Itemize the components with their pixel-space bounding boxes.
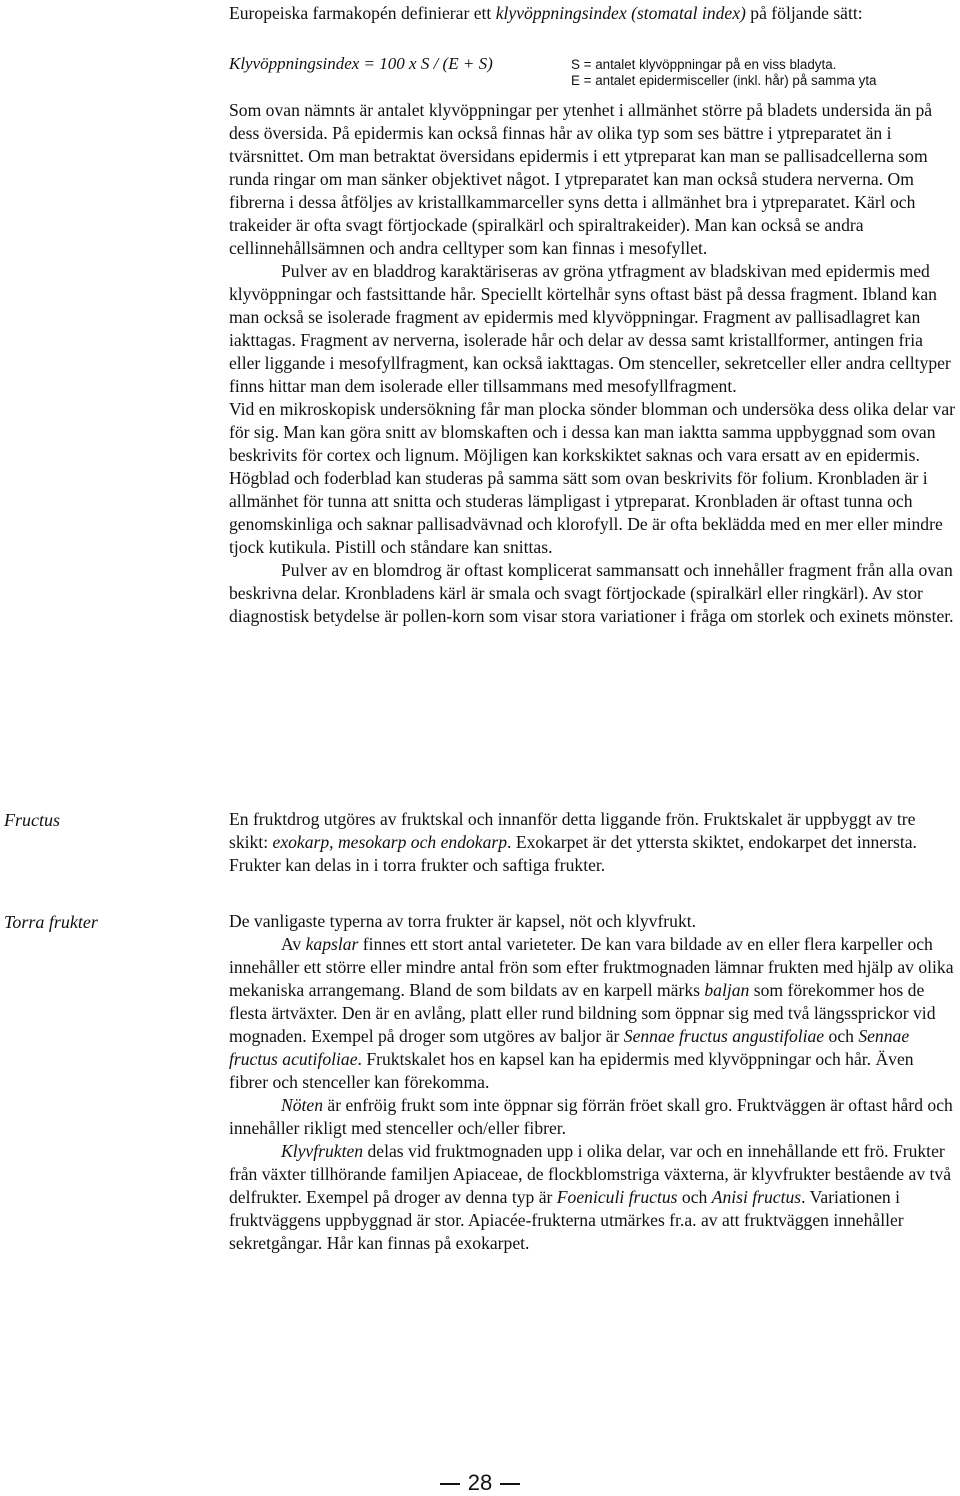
page-number: 28	[467, 1470, 493, 1495]
paragraph-fruit-types: De vanligaste typerna av torra frukter är kapsel, nöt och klyvfrukt.	[229, 911, 697, 931]
definition-e: E = antalet epidermisceller (inkl. hår) på samma yta	[571, 73, 877, 88]
index-formula: Klyvöppningsindex = 100 x S / (E + S)	[229, 54, 493, 73]
page-footer	[0, 1470, 960, 1496]
paragraph-flower-powder: Pulver av en blomdrog är oftast komplicerat sammansatt och innehåller fragment från alla ovan beskrivna delar. Kronbladens kärl är smala och svagt förtjockade (spiralkärl eller ringkärl). Av stor diagnostisk betydelse är pollen-korn som visar stora variationer i fråga om storlek och exinets mönster.	[229, 560, 954, 626]
paragraph-klyvfrukt: Klyvfrukten delas vid fruktmognaden upp i olika delar, var och en innehållande ett frö. Frukter från växter tillhörande familjen Apiaceae, de flockblomstriga växterna, är klyvfrukter bestående av två delfrukter. Exempel på droger av denna typ är Foeniculi fructus och Anisi fructus. Variationen i fruktväggens uppbyggnad är stor. Apiacée-frukterna utmärkes fr.a. av att fruktväggen innehåller sekretgångar. Hår kan finnas på exokarpet.	[229, 1141, 952, 1253]
intro-text: Europeiska farmakopén definierar ett	[229, 3, 496, 23]
intro-term-english: (stomatal index)	[631, 3, 746, 23]
footer-dash-right	[500, 1483, 520, 1485]
fructus-section	[229, 808, 957, 877]
paragraph-fructus: En fruktdrog utgöres av fruktskal och innanför detta liggande frön. Fruktskalet är uppbyggt av tre skikt: exokarp, mesokarp och endokarp. Exokarpet är det yttersta skiktet, endokarpet det innersta. Frukter kan delas in i torra frukter och saftiga frukter.	[229, 809, 917, 875]
paragraph-flower-microscopy: Vid en mikroskopisk undersökning får man plocka sönder blomman och undersöka dess olika delar var för sig. Man kan göra snitt av blomskaften och i dessa kan man iaktta samma uppbyggnad som ovan beskrivits för cortex och lignum. Möjligen kan korkskiktet saknas och vara ersatt av en epidermis. Högblad och foderblad kan studeras på samma sätt som ovan beskrivits för folium. Kronbladen är i allmänhet för tunna att snitta och studeras lämpligast i ytpreparat. Kronbladen är oftast tunna och genomskinliga och saknar pallisadvävnad och klorofyll. De är ofta beklädda med en mer eller mindre tjock kutikula. Pistill och ståndare kan snittas.	[229, 399, 955, 557]
intro-paragraph	[229, 2, 957, 25]
formula-definitions	[571, 57, 877, 89]
torra-frukter-section	[229, 910, 957, 1255]
sidebar-heading-torra-frukter: Torra frukter	[4, 912, 98, 932]
paragraph-kapsel: Av kapslar finnes ett stort antal varieteter. De kan vara bildade av en eller flera karpeller och innehåller ett större eller mindre antal frön som efter fruktmognaden lämnar frukten med hjälp av olika mekaniska arrangemang. Bland de som bildats av en karpell märks baljan som förekommer hos de flesta ärtväxter. Den är en avlång, platt eller rund bildning som öppnar sig med två längssprickor vid mognaden. Exempel på droger som utgöres av baljor är Sennae fructus angustifoliae och Sennae fructus acutifoliae. Fruktskalet hos en kapsel kan ha epidermis med klyvöppningar och hår. Även fibrer och stenceller kan förekomma.	[229, 934, 954, 1092]
definition-s: S = antalet klyvöppningar på en viss bladyta.	[571, 57, 837, 72]
fruit-layer-terms: exokarp, mesokarp och endokarp	[272, 832, 508, 852]
sidebar-heading-fructus: Fructus	[4, 810, 60, 830]
paragraph-noten: Nöten är enfröig frukt som inte öppnar sig förrän fröet skall gro. Fruktväggen är oftast hård och innehåller rikligt med stenceller och/eller fibrer.	[229, 1095, 953, 1138]
paragraph-leaf-powder: Pulver av en bladdrog karaktäriseras av gröna ytfragment av bladskivan med epidermis med klyvöppningar och fastsittande hår. Speciellt körtelhår syns oftast bäst på dessa fragment. Ibland kan man också se isolerade fragment av epidermis med klyvöppningar. Fragment av pallisadlagret kan iakttagas. Fragment av nerverna, isolerade hår och delar av dessa samt kristallformer, antingen fria eller liggande i mesofyllfragment, kan också iakttagas. Om stenceller, sekretceller eller andra celltyper finns hittar man dem isolerade eller tillsammans med mesofyllfragment.	[229, 261, 951, 396]
paragraph-leaf-epidermis: Som ovan nämnts är antalet klyvöppningar per ytenhet i allmänhet större på bladets undersida än på dess översida. På epidermis kan också finnas hår av olika typ som ses bättre i ytpreparatet än i tvärsnittet. Om man betraktat översidans epidermis i ett ytpreparat kan man se pallisadcellerna som runda ringar om man sänker objektivet något. I ytpreparatet kan man också studera nerverna. Om fibrerna i dessa åtföljes av kristallkammarceller syns detta i allmänhet bra i ytpreparatet. Kärl och trakeider är ofta svagt förtjockade (spiralkärl och spiraltrakeider). Man kan också se andra cellinnehållsämnen och andra celltyper som kan finnas i mesofyllet.	[229, 100, 933, 258]
footer-dash-left	[440, 1483, 460, 1485]
leaf-section	[229, 99, 957, 628]
intro-term: klyvöppningsindex	[495, 3, 627, 23]
intro-text-end: på följande sätt:	[745, 3, 863, 23]
